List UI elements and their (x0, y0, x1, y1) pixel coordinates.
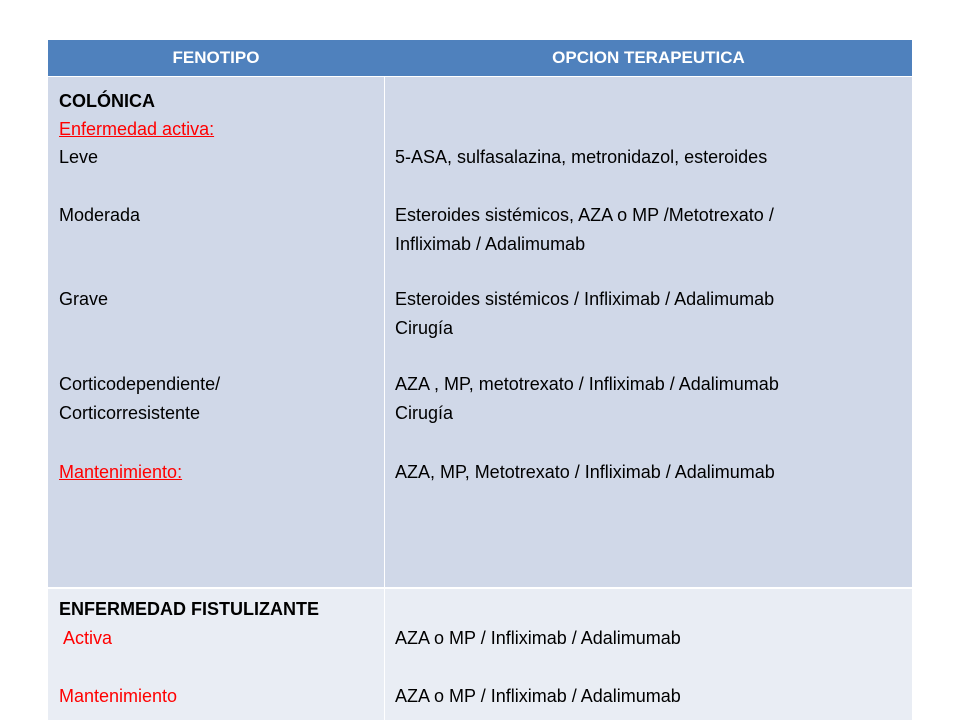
therapy-fistulizante-activa: AZA o MP / Infliximab / Adalimumab (395, 628, 681, 648)
therapy-cortico-line2: Cirugía (395, 403, 454, 423)
therapy-mantenimiento: AZA, MP, Metotrexato / Infliximab / Adalimumab (395, 462, 775, 482)
active-disease-heading: Enfermedad activa: (59, 119, 215, 139)
phenotype-title-fistulizante: ENFERMEDAD FISTULIZANTE (59, 599, 319, 619)
therapy-grave-line1: Esteroides sistémicos / Infliximab / Adalimumab (395, 289, 775, 309)
severity-leve: Leve (59, 147, 99, 167)
phenotype-title-colonica: COLÓNICA (59, 91, 155, 111)
fistulizante-activa: Activa (59, 628, 113, 648)
therapy-table (48, 40, 912, 720)
header-opcion-terapeutica: OPCION TERAPEUTICA (552, 48, 745, 67)
header-fenotipo: FENOTIPO (172, 48, 260, 67)
maintenance-heading: Mantenimiento: (59, 462, 183, 482)
therapy-moderada-line1: Esteroides sistémicos, AZA o MP /Metotrexato / (395, 205, 774, 225)
table-row-fistulizante (48, 589, 912, 720)
therapy-moderada-line2: Infliximab / Adalimumab (395, 234, 586, 254)
severity-grave: Grave (59, 289, 109, 309)
fistulizante-mantenimiento: Mantenimiento (59, 686, 178, 706)
column-divider (384, 77, 385, 587)
severity-corticorresistente: Corticorresistente (59, 403, 201, 423)
table-header (48, 40, 912, 76)
therapy-fistulizante-mantenimiento: AZA o MP / Infliximab / Adalimumab (395, 686, 681, 706)
severity-moderada: Moderada (59, 205, 141, 225)
therapy-grave-line2: Cirugía (395, 318, 454, 338)
column-divider (384, 589, 385, 720)
table-row-colonica (48, 77, 912, 587)
therapy-leve: 5-ASA, sulfasalazina, metronidazol, esteroides (395, 147, 768, 167)
severity-corticodependiente: Corticodependiente/ (59, 374, 221, 394)
therapy-cortico-line1: AZA , MP, metotrexato / Infliximab / Adalimumab (395, 374, 779, 394)
